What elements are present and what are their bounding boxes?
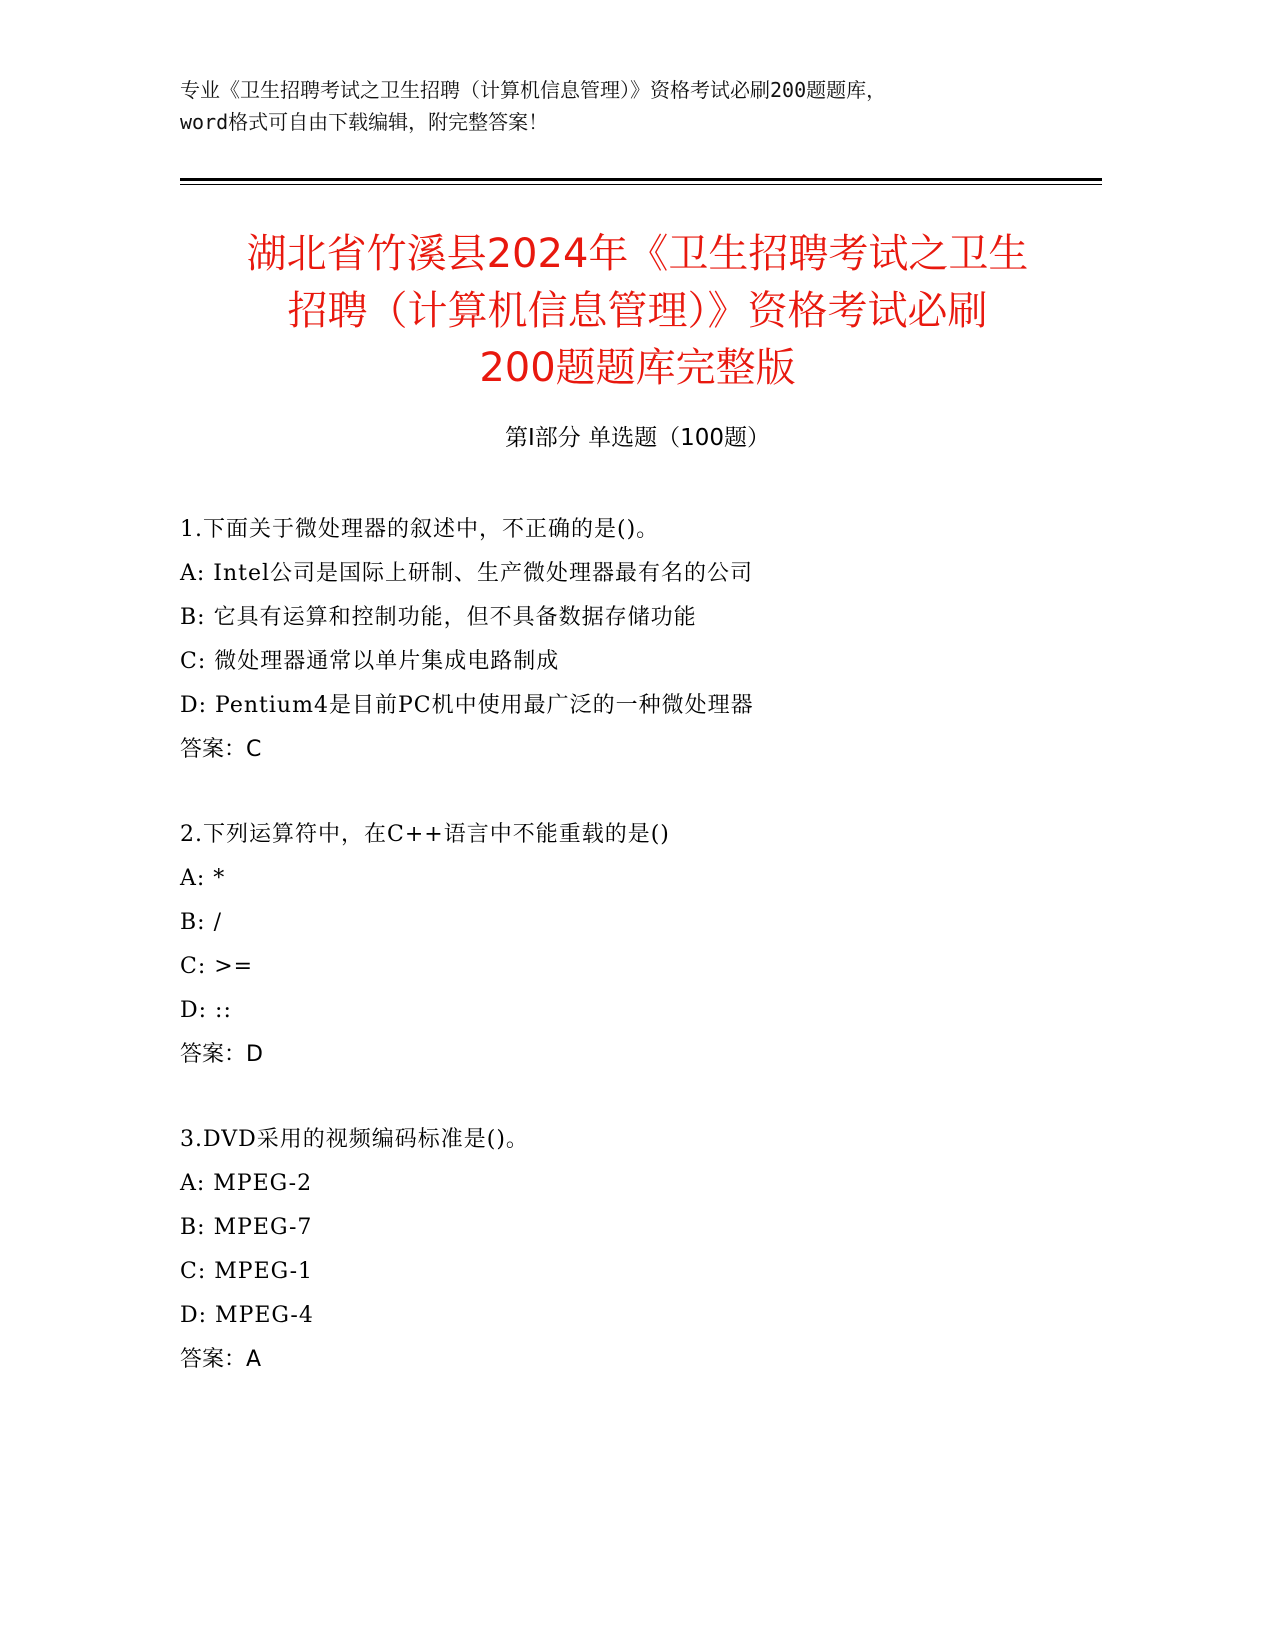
option-d: D: :: <box>180 998 232 1023</box>
section-title: 第Ⅰ部分 单选题（100题） <box>505 425 770 451</box>
option-b: B: / <box>180 910 222 935</box>
header-divider-thin <box>180 184 1102 185</box>
question-stem: 2.下列运算符中，在C++语言中不能重载的是() <box>180 822 670 847</box>
option-c: C: >= <box>180 954 254 979</box>
header-divider-thick <box>180 178 1102 181</box>
answer: 答案：A <box>180 1347 262 1372</box>
header-note-line-2: word格式可自由下载编辑，附完整答案！ <box>180 110 549 134</box>
question-stem: 3.DVD采用的视频编码标准是()。 <box>180 1127 529 1152</box>
document-title-line-3: 200题题库完整版 <box>479 345 796 391</box>
answer: 答案：D <box>180 1042 263 1067</box>
header-note-line-1: 专业《卫生招聘考试之卫生招聘（计算机信息管理）》资格考试必刷200题题库， <box>180 78 887 102</box>
option-a: A: MPEG-2 <box>180 1171 313 1196</box>
document-title-line-1: 湖北省竹溪县2024年《卫生招聘考试之卫生 <box>246 231 1029 277</box>
question-3 <box>180 1118 1100 1382</box>
option-b: B: 它具有运算和控制功能，但不具备数据存储功能 <box>180 605 697 630</box>
question-1 <box>180 508 1100 772</box>
question-2 <box>180 813 1100 1077</box>
option-c: C: MPEG-1 <box>180 1259 314 1284</box>
document-title-line-2: 招聘（计算机信息管理）》资格考试必刷 <box>287 288 988 334</box>
question-stem: 1.下面关于微处理器的叙述中，不正确的是()。 <box>180 517 660 542</box>
option-c: C: 微处理器通常以单片集成电路制成 <box>180 649 560 674</box>
answer: 答案：C <box>180 737 262 762</box>
option-b: B: MPEG-7 <box>180 1215 313 1240</box>
option-d: D: MPEG-4 <box>180 1303 314 1328</box>
header-note <box>180 74 1100 138</box>
question-list <box>180 508 1100 1423</box>
option-d: D: Pentium4是目前PC机中使用最广泛的一种微处理器 <box>180 693 754 718</box>
option-a: A: * <box>180 866 226 891</box>
document-title <box>170 226 1105 397</box>
option-a: A: Intel公司是国际上研制、生产微处理器最有名的公司 <box>180 561 754 586</box>
